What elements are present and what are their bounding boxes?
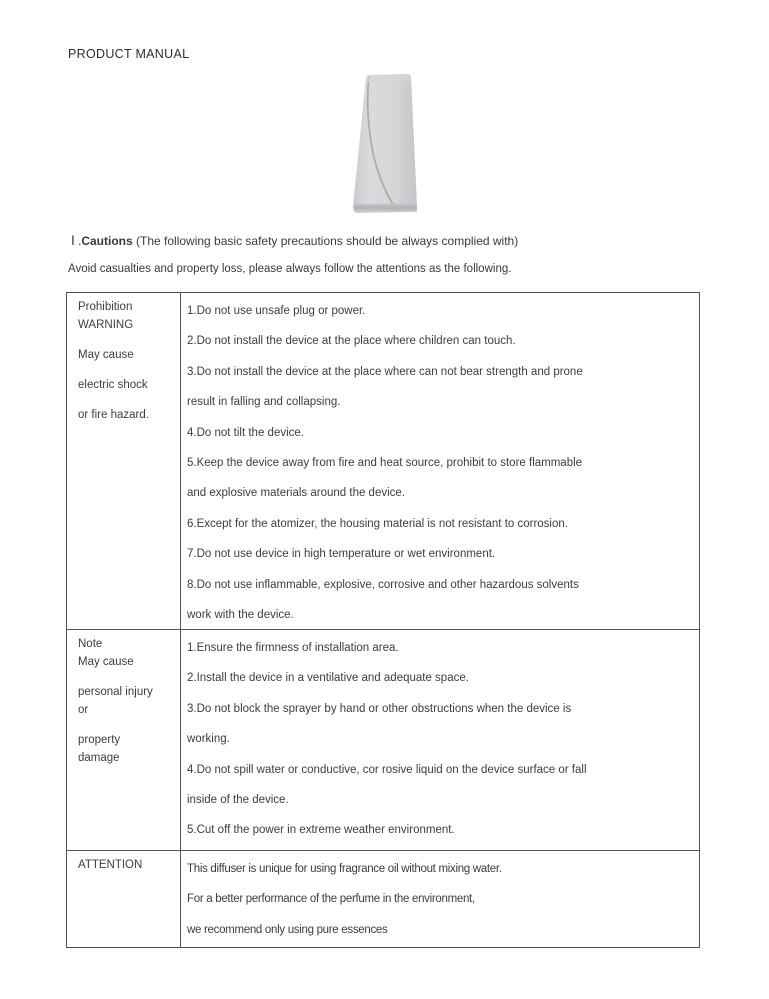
content-line: 8.Do not use inflammable, explosive, corrosive and other hazardous solvents [187, 578, 579, 591]
content-line: and explosive materials around the device. [187, 487, 405, 500]
content-line: 6.Except for the atomizer, the housing material is not resistant to corrosion. [187, 517, 568, 530]
row-note-label-cell [67, 630, 181, 850]
content-line: inside of the device. [187, 794, 289, 807]
label-line: Note [78, 638, 103, 650]
content-line: 4.Do not tilt the device. [187, 426, 304, 439]
table-row-prohibition-warning [67, 293, 699, 629]
cautions-table [66, 292, 700, 948]
section-numeral: Ⅰ . [71, 233, 82, 248]
content-line: 1.Ensure the firmness of installation area. [187, 642, 399, 654]
content-line: 3.Do not install the device at the place where can not bear strength and prone [187, 365, 583, 378]
label-line: or [78, 704, 89, 716]
content-line: For a better performance of the perfume in the environment, [187, 893, 475, 906]
row-attention-content-cell [181, 851, 699, 947]
label-line: damage [78, 752, 120, 764]
label-line: WARNING [78, 319, 134, 331]
label-line: May cause [78, 656, 134, 668]
label-line: ATTENTION [78, 859, 143, 871]
content-line: work with the device. [187, 609, 294, 622]
diffuser-product-image [353, 73, 418, 214]
section-subtitle: (The following basic safety precautions should be always complied with) [132, 234, 519, 248]
line-gap [78, 394, 174, 406]
content-line: 5.Cut off the power in extreme weather environment. [187, 824, 455, 837]
document-title: PRODUCT MANUAL [68, 47, 190, 61]
label-line: or fire hazard. [78, 409, 149, 421]
table-row-attention [67, 850, 699, 947]
row-prohibition-warning-content-cell [181, 293, 699, 629]
row-note-content-cell [181, 630, 699, 850]
label-line: electric shock [78, 379, 148, 391]
row-attention-label-cell [67, 851, 181, 947]
content-line: 3.Do not block the sprayer by hand or other obstructions when the device is [187, 702, 572, 715]
content-line: 4.Do not spill water or conductive, cor rosive liquid on the device surface or fall [187, 763, 587, 776]
section-title: Cautions [81, 234, 133, 248]
line-gap [78, 719, 174, 731]
row-prohibition-warning-label-cell [67, 293, 181, 629]
label-line: Prohibition [78, 301, 133, 313]
content-line: result in falling and collapsing. [187, 396, 341, 409]
content-line: 2.Install the device in a ventilative and adequate space. [187, 672, 469, 685]
table-row-note [67, 629, 699, 850]
content-line: we recommend only using pure essences [187, 923, 388, 936]
content-line: 7.Do not use device in high temperature or wet environment. [187, 548, 496, 561]
label-line: property [78, 734, 121, 746]
label-line: personal injury [78, 686, 153, 698]
content-line: working. [187, 733, 230, 746]
line-gap [78, 364, 174, 376]
label-line: May cause [78, 349, 134, 361]
content-line: 1.Do not use unsafe plug or power. [187, 305, 366, 317]
content-line: This diffuser is unique for using fragrance oil without mixing water. [187, 863, 502, 875]
line-gap [78, 671, 174, 683]
cautions-heading [71, 233, 518, 249]
content-line: 2.Do not install the device at the place where children can touch. [187, 335, 516, 348]
line-gap [78, 334, 174, 346]
diffuser-illustration [353, 73, 418, 214]
intro-text: Avoid casualties and property loss, please always follow the attentions as the following. [68, 263, 512, 275]
content-line: 5.Keep the device away from fire and heat source, prohibit to store flammable [187, 457, 583, 470]
